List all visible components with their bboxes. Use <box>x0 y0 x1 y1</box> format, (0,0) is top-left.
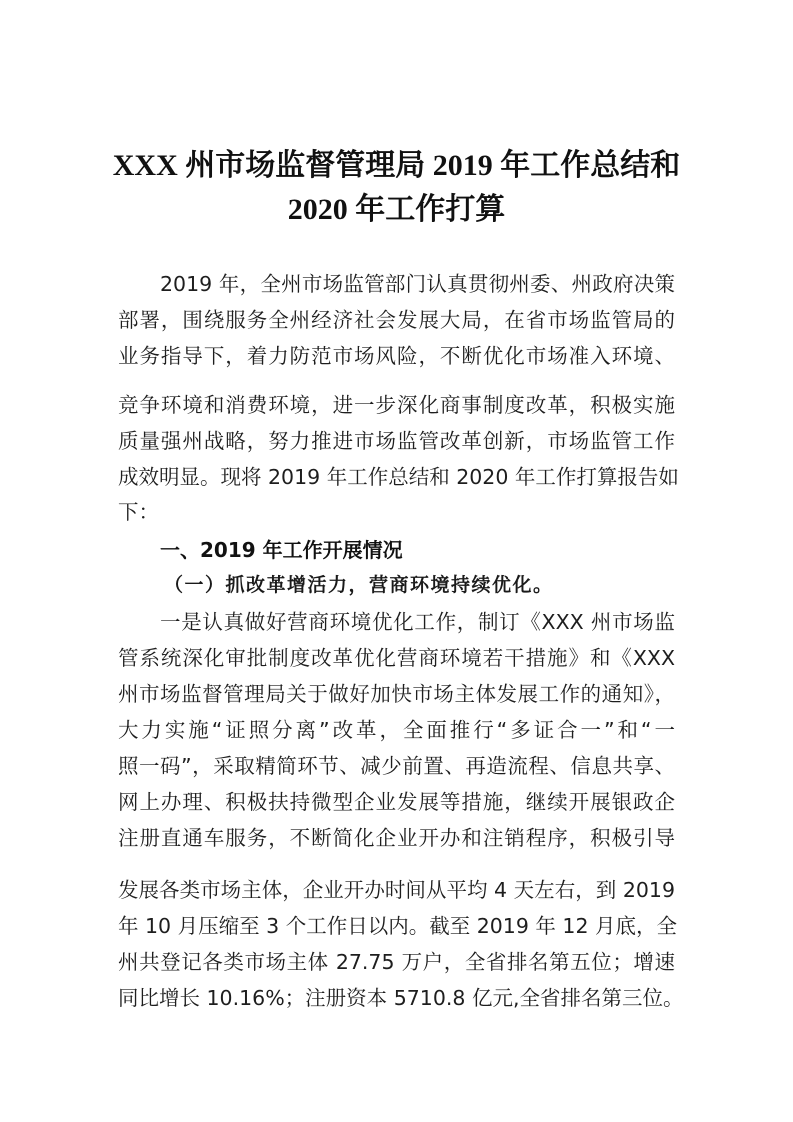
intro-line-6: 成效明显。现将 2019 年工作总结和 2020 年工作打算报告如 <box>118 465 679 489</box>
body-line-5: 照一码”，采取精简环节、减少前置、再造流程、信息共享、 <box>118 754 675 778</box>
body-line-11: 同比增长 10.16%；注册资本 5710.8 亿元,全省排名第三位。 <box>118 986 684 1010</box>
intro-line-1: 2019 年，全州市场监管部门认真贯彻州委、州政府决策 <box>160 272 675 296</box>
body-line-4: 大力实施“证照分离”改革，全面推行“多证合一”和“一 <box>118 718 675 742</box>
intro-line-2: 部署，围绕服务全州经济社会发展大局，在省市场监管局的 <box>118 308 675 332</box>
body-line-7: 注册直通车服务，不断简化企业开办和注销程序，积极引导 <box>118 826 675 850</box>
body-line-1: 一是认真做好营商环境优化工作，制订《XXX 州市场监 <box>160 610 675 634</box>
intro-line-5: 质量强州战略，努力推进市场监管改革创新，市场监管工作 <box>118 429 675 453</box>
intro-line-7: 下： <box>118 500 159 524</box>
document-title-line-1: XXX 州市场监督管理局 2019 年工作总结和 <box>112 149 681 182</box>
subsection-heading: （一）抓改革增活力，营商环境持续优化。 <box>164 574 554 596</box>
document-title-line-2: 2020 年工作打算 <box>287 193 506 226</box>
section-heading: 一、2019 年工作开展情况 <box>160 538 403 562</box>
intro-line-3: 业务指导下，着力防范市场风险，不断优化市场准入环境、 <box>118 344 675 368</box>
body-line-10: 州共登记各类市场主体 27.75 万户，全省排名第五位；增速 <box>118 950 675 974</box>
intro-line-4: 竞争环境和消费环境，进一步深化商事制度改革，积极实施 <box>118 393 675 417</box>
body-line-9: 年 10 月压缩至 3 个工作日以内。截至 2019 年 12 月底，全 <box>118 914 678 938</box>
body-line-3: 州市场监督管理局关于做好加快市场主体发展工作的通知》， <box>118 682 675 706</box>
body-line-6: 网上办理、积极扶持微型企业发展等措施，继续开展银政企 <box>118 790 675 814</box>
body-line-8: 发展各类市场主体，企业开办时间从平均 4 天左右，到 2019 <box>118 878 675 902</box>
body-line-2: 管系统深化审批制度改革优化营商环境若干措施》和《XXX <box>118 646 675 670</box>
